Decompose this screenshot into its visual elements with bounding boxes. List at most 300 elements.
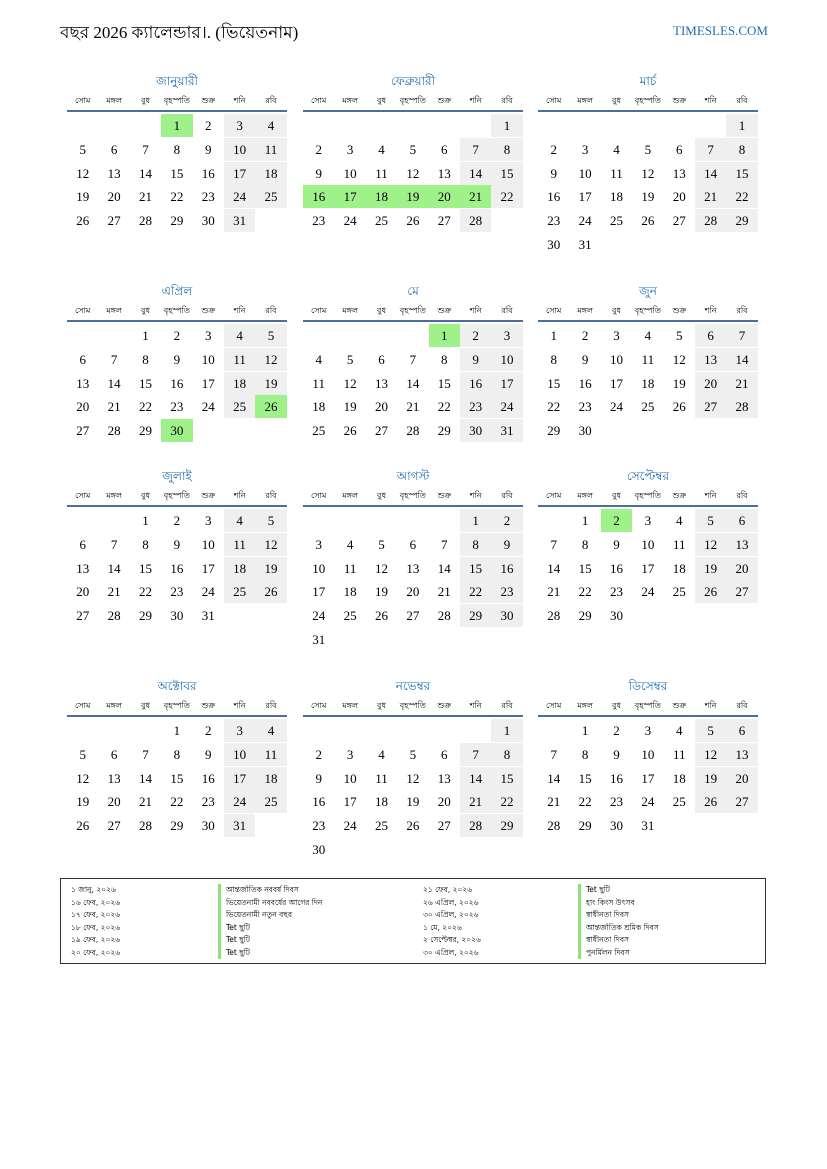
site-link[interactable]: TIMESLES.COM — [673, 23, 768, 38]
day-cell[interactable]: 24 — [491, 395, 522, 418]
day-cell[interactable]: 20 — [107, 794, 121, 810]
day-cell[interactable]: 22 — [547, 399, 561, 415]
day-cell[interactable]: 3 — [491, 324, 522, 347]
day-cell[interactable]: 24 — [343, 818, 357, 834]
day-cell[interactable]: 15 — [437, 375, 451, 391]
day-cell[interactable]: 14 — [107, 560, 121, 576]
day-cell[interactable]: 17 — [641, 770, 655, 786]
day-cell[interactable]: 11 — [224, 533, 255, 556]
day-cell[interactable]: 6 — [378, 351, 385, 367]
day-cell[interactable]: 8 — [173, 141, 181, 157]
day-cell[interactable]: 25 — [374, 213, 388, 229]
day-cell[interactable]: 21 — [547, 584, 561, 600]
day-cell[interactable]: 18 — [255, 767, 286, 790]
day-cell[interactable]: 11 — [610, 165, 623, 181]
day-cell[interactable]: 7 — [110, 536, 118, 552]
day-cell[interactable]: 27 — [437, 213, 451, 229]
day-cell[interactable]: 7 — [441, 536, 448, 552]
day-cell[interactable]: 17 — [224, 162, 255, 185]
day-cell[interactable]: 22 — [437, 399, 451, 415]
day-cell[interactable]: 15 — [170, 770, 184, 786]
day-cell[interactable]: 23 — [547, 213, 561, 229]
day-cell[interactable]: 24 — [578, 213, 592, 229]
day-cell[interactable]: 16 — [547, 189, 561, 205]
day-cell[interactable]: 23 — [578, 399, 592, 415]
day-cell[interactable]: 7 — [695, 138, 726, 161]
day-cell[interactable]: 16 — [201, 165, 215, 181]
day-cell[interactable]: 4 — [255, 114, 286, 137]
day-cell[interactable]: 28 — [726, 395, 757, 418]
day-cell[interactable]: 21 — [138, 794, 152, 810]
day-cell[interactable]: 7 — [550, 746, 557, 762]
day-cell[interactable]: 18 — [641, 375, 655, 391]
day-cell[interactable]: 28 — [437, 608, 451, 624]
day-cell[interactable]: 25 — [672, 794, 686, 810]
day-cell[interactable]: 11 — [312, 375, 325, 391]
day-cell[interactable]: 23 — [312, 213, 326, 229]
day-cell[interactable]: 16 — [170, 375, 184, 391]
day-cell[interactable]: 28 — [695, 209, 726, 232]
day-cell[interactable]: 6 — [441, 141, 448, 157]
day-cell[interactable]: 19 — [76, 189, 90, 205]
day-cell[interactable]: 10 — [343, 165, 357, 181]
day-cell[interactable]: 22 — [726, 185, 757, 208]
day-cell[interactable]: 19 — [406, 794, 420, 810]
day-cell[interactable]: 4 — [255, 719, 286, 742]
holiday-day-cell[interactable]: 17 — [334, 185, 365, 208]
day-cell[interactable]: 8 — [581, 536, 589, 552]
day-cell[interactable]: 11 — [641, 351, 655, 367]
day-cell[interactable]: 14 — [695, 162, 726, 185]
day-cell[interactable]: 27 — [374, 423, 388, 439]
day-cell[interactable]: 20 — [107, 189, 121, 205]
holiday-day-cell[interactable]: 21 — [460, 185, 491, 208]
day-cell[interactable]: 8 — [142, 536, 149, 552]
day-cell[interactable]: 25 — [374, 818, 388, 834]
day-cell[interactable]: 9 — [491, 533, 522, 556]
day-cell[interactable]: 3 — [205, 513, 212, 528]
day-cell[interactable]: 1 — [581, 513, 589, 528]
day-cell[interactable]: 11 — [255, 743, 286, 766]
day-cell[interactable]: 16 — [312, 794, 326, 810]
day-cell[interactable]: 25 — [312, 423, 326, 439]
day-cell[interactable]: 30 — [312, 841, 326, 857]
day-cell[interactable]: 10 — [201, 536, 215, 552]
day-cell[interactable]: 10 — [491, 348, 522, 371]
day-cell[interactable]: 1 — [581, 723, 589, 738]
day-cell[interactable]: 27 — [695, 395, 726, 418]
day-cell[interactable]: 7 — [550, 536, 557, 552]
day-cell[interactable]: 31 — [201, 608, 215, 624]
day-cell[interactable]: 16 — [609, 770, 623, 786]
day-cell[interactable]: 11 — [672, 536, 686, 552]
day-cell[interactable]: 12 — [672, 351, 686, 367]
day-cell[interactable]: 28 — [547, 818, 561, 834]
day-cell[interactable]: 27 — [107, 818, 121, 834]
day-cell[interactable]: 12 — [255, 533, 286, 556]
day-cell[interactable]: 25 — [224, 395, 255, 418]
day-cell[interactable]: 29 — [170, 213, 184, 229]
day-cell[interactable]: 23 — [170, 584, 184, 600]
day-cell[interactable]: 30 — [547, 236, 561, 252]
day-cell[interactable]: 26 — [406, 818, 420, 834]
day-cell[interactable]: 10 — [578, 165, 592, 181]
day-cell[interactable]: 10 — [224, 138, 255, 161]
day-cell[interactable]: 22 — [491, 185, 522, 208]
day-cell[interactable]: 11 — [375, 165, 388, 181]
day-cell[interactable]: 26 — [76, 818, 90, 834]
day-cell[interactable]: 15 — [491, 767, 522, 790]
day-cell[interactable]: 4 — [224, 509, 255, 532]
day-cell[interactable]: 15 — [138, 560, 152, 576]
day-cell[interactable]: 23 — [609, 794, 623, 810]
day-cell[interactable]: 6 — [441, 746, 448, 762]
day-cell[interactable]: 8 — [726, 138, 757, 161]
day-cell[interactable]: 7 — [726, 324, 757, 347]
day-cell[interactable]: 15 — [138, 375, 152, 391]
day-cell[interactable]: 20 — [76, 584, 90, 600]
day-cell[interactable]: 13 — [107, 770, 121, 786]
day-cell[interactable]: 26 — [641, 213, 655, 229]
day-cell[interactable]: 10 — [224, 743, 255, 766]
day-cell[interactable]: 12 — [695, 743, 726, 766]
day-cell[interactable]: 28 — [460, 209, 491, 232]
day-cell[interactable]: 16 — [578, 375, 592, 391]
day-cell[interactable]: 2 — [173, 513, 181, 528]
day-cell[interactable]: 24 — [312, 608, 326, 624]
day-cell[interactable]: 14 — [547, 560, 561, 576]
day-cell[interactable]: 18 — [224, 372, 255, 395]
day-cell[interactable]: 13 — [406, 560, 420, 576]
holiday-day-cell[interactable]: 1 — [429, 324, 460, 347]
day-cell[interactable]: 29 — [437, 423, 451, 439]
day-cell[interactable]: 25 — [255, 790, 286, 813]
day-cell[interactable]: 23 — [201, 189, 215, 205]
day-cell[interactable]: 13 — [76, 560, 90, 576]
day-cell[interactable]: 14 — [138, 165, 152, 181]
day-cell[interactable]: 3 — [224, 114, 255, 137]
day-cell[interactable]: 10 — [641, 746, 655, 762]
day-cell[interactable]: 7 — [142, 746, 149, 762]
day-cell[interactable]: 26 — [406, 213, 420, 229]
day-cell[interactable]: 18 — [672, 560, 686, 576]
day-cell[interactable]: 11 — [255, 138, 286, 161]
holiday-day-cell[interactable]: 30 — [161, 419, 192, 442]
day-cell[interactable]: 4 — [676, 513, 683, 528]
day-cell[interactable]: 28 — [138, 818, 152, 834]
day-cell[interactable]: 23 — [460, 395, 491, 418]
day-cell[interactable]: 23 — [201, 794, 215, 810]
holiday-day-cell[interactable]: 16 — [303, 185, 334, 208]
day-cell[interactable]: 11 — [375, 770, 388, 786]
day-cell[interactable]: 21 — [107, 399, 121, 415]
day-cell[interactable]: 3 — [224, 719, 255, 742]
day-cell[interactable]: 15 — [578, 560, 592, 576]
day-cell[interactable]: 13 — [437, 770, 451, 786]
day-cell[interactable]: 13 — [437, 165, 451, 181]
day-cell[interactable]: 31 — [312, 631, 326, 647]
day-cell[interactable]: 7 — [460, 138, 491, 161]
day-cell[interactable]: 21 — [406, 399, 420, 415]
day-cell[interactable]: 17 — [224, 767, 255, 790]
day-cell[interactable]: 24 — [224, 790, 255, 813]
day-cell[interactable]: 22 — [578, 794, 592, 810]
day-cell[interactable]: 22 — [138, 584, 152, 600]
day-cell[interactable]: 18 — [609, 189, 623, 205]
day-cell[interactable]: 3 — [613, 328, 620, 343]
day-cell[interactable]: 6 — [409, 536, 417, 552]
day-cell[interactable]: 6 — [79, 351, 86, 367]
day-cell[interactable]: 9 — [581, 351, 589, 367]
day-cell[interactable]: 4 — [378, 141, 385, 157]
day-cell[interactable]: 16 — [460, 372, 491, 395]
day-cell[interactable]: 27 — [76, 608, 90, 624]
day-cell[interactable]: 14 — [460, 162, 491, 185]
holiday-day-cell[interactable]: 18 — [366, 185, 397, 208]
day-cell[interactable]: 15 — [170, 165, 184, 181]
day-cell[interactable]: 30 — [170, 608, 184, 624]
day-cell[interactable]: 2 — [315, 746, 322, 762]
day-cell[interactable]: 18 — [672, 770, 686, 786]
day-cell[interactable]: 8 — [173, 746, 181, 762]
day-cell[interactable]: 2 — [205, 118, 212, 133]
day-cell[interactable]: 6 — [110, 141, 118, 157]
day-cell[interactable]: 7 — [460, 743, 491, 766]
day-cell[interactable]: 13 — [374, 375, 388, 391]
day-cell[interactable]: 1 — [173, 723, 181, 738]
day-cell[interactable]: 11 — [224, 348, 255, 371]
day-cell[interactable]: 29 — [578, 818, 592, 834]
day-cell[interactable]: 8 — [441, 351, 448, 367]
day-cell[interactable]: 12 — [343, 375, 357, 391]
day-cell[interactable]: 22 — [170, 794, 184, 810]
day-cell[interactable]: 22 — [460, 580, 491, 603]
day-cell[interactable]: 13 — [726, 533, 757, 556]
day-cell[interactable]: 17 — [312, 584, 326, 600]
day-cell[interactable]: 15 — [547, 375, 561, 391]
day-cell[interactable]: 30 — [578, 423, 592, 439]
day-cell[interactable]: 14 — [547, 770, 561, 786]
day-cell[interactable]: 2 — [613, 723, 620, 738]
day-cell[interactable]: 3 — [644, 513, 652, 528]
day-cell[interactable]: 25 — [609, 213, 623, 229]
day-cell[interactable]: 28 — [107, 423, 121, 439]
day-cell[interactable]: 21 — [460, 790, 491, 813]
day-cell[interactable]: 19 — [255, 557, 286, 580]
day-cell[interactable]: 27 — [437, 818, 451, 834]
day-cell[interactable]: 5 — [676, 328, 683, 343]
day-cell[interactable]: 31 — [224, 209, 255, 232]
day-cell[interactable]: 25 — [224, 580, 255, 603]
day-cell[interactable]: 6 — [695, 324, 726, 347]
day-cell[interactable]: 15 — [460, 557, 491, 580]
day-cell[interactable]: 14 — [107, 375, 121, 391]
day-cell[interactable]: 24 — [641, 584, 655, 600]
day-cell[interactable]: 5 — [79, 746, 86, 762]
day-cell[interactable]: 19 — [695, 767, 726, 790]
day-cell[interactable]: 23 — [312, 818, 326, 834]
day-cell[interactable]: 1 — [491, 719, 522, 742]
day-cell[interactable]: 20 — [374, 399, 388, 415]
day-cell[interactable]: 27 — [726, 580, 757, 603]
day-cell[interactable]: 16 — [491, 557, 522, 580]
day-cell[interactable]: 22 — [491, 790, 522, 813]
day-cell[interactable]: 21 — [138, 189, 152, 205]
day-cell[interactable]: 5 — [695, 719, 726, 742]
day-cell[interactable]: 6 — [676, 141, 683, 157]
day-cell[interactable]: 22 — [578, 584, 592, 600]
day-cell[interactable]: 21 — [107, 584, 121, 600]
day-cell[interactable]: 5 — [378, 536, 385, 552]
day-cell[interactable]: 26 — [343, 423, 357, 439]
day-cell[interactable]: 3 — [581, 141, 589, 157]
day-cell[interactable]: 2 — [460, 324, 491, 347]
day-cell[interactable]: 28 — [107, 608, 121, 624]
day-cell[interactable]: 20 — [672, 189, 686, 205]
day-cell[interactable]: 23 — [170, 399, 184, 415]
day-cell[interactable]: 29 — [578, 608, 592, 624]
day-cell[interactable]: 2 — [491, 509, 522, 532]
day-cell[interactable]: 8 — [142, 351, 149, 367]
day-cell[interactable]: 12 — [374, 560, 388, 576]
day-cell[interactable]: 17 — [641, 560, 655, 576]
day-cell[interactable]: 14 — [406, 375, 420, 391]
day-cell[interactable]: 4 — [378, 746, 385, 762]
day-cell[interactable]: 5 — [695, 509, 726, 532]
day-cell[interactable]: 9 — [613, 536, 620, 552]
day-cell[interactable]: 17 — [201, 375, 215, 391]
day-cell[interactable]: 21 — [726, 372, 757, 395]
day-cell[interactable]: 13 — [107, 165, 121, 181]
day-cell[interactable]: 4 — [644, 328, 652, 343]
day-cell[interactable]: 26 — [695, 790, 726, 813]
day-cell[interactable]: 30 — [201, 818, 215, 834]
day-cell[interactable]: 27 — [726, 790, 757, 813]
day-cell[interactable]: 2 — [315, 141, 322, 157]
day-cell[interactable]: 27 — [406, 608, 420, 624]
day-cell[interactable]: 15 — [578, 770, 592, 786]
day-cell[interactable]: 9 — [613, 746, 620, 762]
holiday-day-cell[interactable]: 19 — [397, 185, 428, 208]
day-cell[interactable]: 18 — [374, 794, 388, 810]
day-cell[interactable]: 12 — [406, 165, 420, 181]
day-cell[interactable]: 1 — [142, 328, 149, 343]
day-cell[interactable]: 12 — [406, 770, 420, 786]
day-cell[interactable]: 4 — [224, 324, 255, 347]
day-cell[interactable]: 7 — [110, 351, 118, 367]
day-cell[interactable]: 8 — [581, 746, 589, 762]
day-cell[interactable]: 26 — [255, 580, 286, 603]
day-cell[interactable]: 26 — [672, 399, 686, 415]
day-cell[interactable]: 10 — [609, 351, 623, 367]
day-cell[interactable]: 19 — [76, 794, 90, 810]
day-cell[interactable]: 12 — [695, 533, 726, 556]
day-cell[interactable]: 16 — [170, 560, 184, 576]
day-cell[interactable]: 9 — [550, 165, 557, 181]
day-cell[interactable]: 3 — [644, 723, 652, 738]
day-cell[interactable]: 22 — [138, 399, 152, 415]
day-cell[interactable]: 27 — [107, 213, 121, 229]
day-cell[interactable]: 31 — [578, 236, 592, 252]
day-cell[interactable]: 29 — [138, 608, 152, 624]
day-cell[interactable]: 29 — [547, 423, 561, 439]
day-cell[interactable]: 8 — [491, 138, 522, 161]
day-cell[interactable]: 17 — [343, 794, 357, 810]
day-cell[interactable]: 9 — [315, 770, 322, 786]
day-cell[interactable]: 5 — [255, 509, 286, 532]
day-cell[interactable]: 29 — [460, 604, 491, 627]
day-cell[interactable]: 18 — [224, 557, 255, 580]
day-cell[interactable]: 28 — [460, 814, 491, 837]
day-cell[interactable]: 26 — [695, 580, 726, 603]
day-cell[interactable]: 30 — [491, 604, 522, 627]
day-cell[interactable]: 12 — [255, 348, 286, 371]
day-cell[interactable]: 9 — [205, 746, 212, 762]
day-cell[interactable]: 25 — [641, 399, 655, 415]
day-cell[interactable]: 25 — [255, 185, 286, 208]
day-cell[interactable]: 6 — [726, 719, 757, 742]
day-cell[interactable]: 19 — [255, 372, 286, 395]
day-cell[interactable]: 14 — [437, 560, 451, 576]
day-cell[interactable]: 7 — [142, 141, 149, 157]
day-cell[interactable]: 21 — [437, 584, 451, 600]
day-cell[interactable]: 30 — [460, 419, 491, 442]
day-cell[interactable]: 8 — [550, 351, 557, 367]
day-cell[interactable]: 5 — [409, 746, 417, 762]
day-cell[interactable]: 5 — [79, 141, 86, 157]
day-cell[interactable]: 17 — [578, 189, 592, 205]
day-cell[interactable]: 4 — [315, 351, 322, 367]
day-cell[interactable]: 17 — [201, 560, 215, 576]
day-cell[interactable]: 26 — [76, 213, 90, 229]
day-cell[interactable]: 24 — [201, 584, 215, 600]
day-cell[interactable]: 30 — [609, 608, 623, 624]
day-cell[interactable]: 4 — [346, 536, 354, 552]
day-cell[interactable]: 21 — [695, 185, 726, 208]
day-cell[interactable]: 1 — [491, 114, 522, 137]
day-cell[interactable]: 14 — [138, 770, 152, 786]
day-cell[interactable]: 20 — [695, 372, 726, 395]
day-cell[interactable]: 28 — [547, 608, 561, 624]
day-cell[interactable]: 29 — [138, 423, 152, 439]
day-cell[interactable]: 23 — [491, 580, 522, 603]
day-cell[interactable]: 10 — [312, 560, 326, 576]
day-cell[interactable]: 6 — [79, 536, 86, 552]
day-cell[interactable]: 2 — [205, 723, 212, 738]
day-cell[interactable]: 30 — [201, 213, 215, 229]
day-cell[interactable]: 29 — [726, 209, 757, 232]
day-cell[interactable]: 1 — [142, 513, 149, 528]
day-cell[interactable]: 17 — [491, 372, 522, 395]
day-cell[interactable]: 24 — [609, 399, 623, 415]
day-cell[interactable]: 31 — [491, 419, 522, 442]
day-cell[interactable]: 9 — [173, 351, 181, 367]
day-cell[interactable]: 24 — [224, 185, 255, 208]
day-cell[interactable]: 18 — [312, 399, 326, 415]
day-cell[interactable]: 8 — [491, 743, 522, 766]
day-cell[interactable]: 13 — [76, 375, 90, 391]
day-cell[interactable]: 2 — [550, 141, 557, 157]
day-cell[interactable]: 14 — [460, 767, 491, 790]
day-cell[interactable]: 31 — [641, 818, 655, 834]
day-cell[interactable]: 27 — [672, 213, 686, 229]
holiday-day-cell[interactable]: 2 — [601, 509, 632, 532]
day-cell[interactable]: 17 — [609, 375, 623, 391]
day-cell[interactable]: 5 — [346, 351, 354, 367]
day-cell[interactable]: 22 — [170, 189, 184, 205]
day-cell[interactable]: 20 — [406, 584, 420, 600]
day-cell[interactable]: 2 — [581, 328, 589, 343]
